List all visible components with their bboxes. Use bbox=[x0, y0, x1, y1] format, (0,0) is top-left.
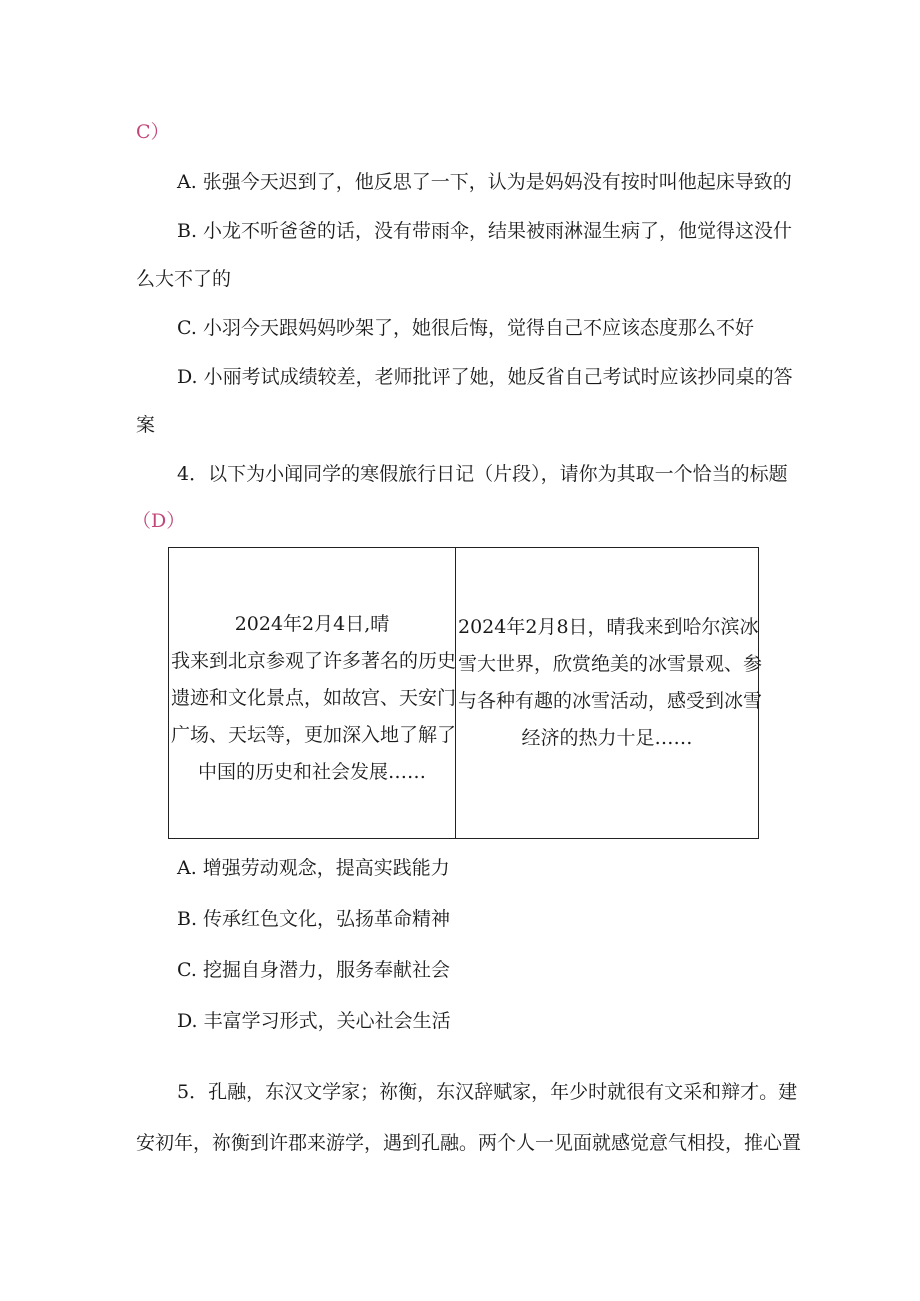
q3-option-d: D. 小丽考试成绩较差，老师批评了她，她反省自己考试时应该抄同桌的答 bbox=[177, 366, 793, 388]
q3-option-d-continued: 案 bbox=[136, 414, 156, 436]
diary-entry-beijing bbox=[169, 548, 456, 839]
question-5-line-1 bbox=[177, 1080, 797, 1104]
q4-option-b: B. 传承红色文化，弘扬革命精神 bbox=[177, 908, 451, 930]
q4-option-d: D. 丰富学习形式，关心社会生活 bbox=[177, 1010, 451, 1032]
diary-right-line: 与各种有趣的冰雪活动，感受到冰雪 bbox=[458, 690, 763, 712]
q3-option-c: C. 小羽今天跟妈妈吵架了，她很后悔，觉得自己不应该态度那么不好 bbox=[177, 317, 754, 339]
q4-option-c: C. 挖掘自身潜力，服务奉献社会 bbox=[177, 959, 450, 981]
question-5-number: 5 bbox=[177, 1081, 190, 1103]
q3-option-a: A. 张强今天迟到了，他反思了一下，认为是妈妈没有按时叫他起床导致的 bbox=[177, 171, 792, 193]
diary-table bbox=[168, 547, 763, 839]
diary-left-line: 我来到北京参观了许多著名的历史 bbox=[171, 649, 457, 672]
question-4-text: ．以下为小闻同学的寒假旅行日记（片段），请你为其取一个恰当的标题 bbox=[189, 463, 788, 485]
diary-left-line: 中国的历史和社会发展…… bbox=[197, 760, 426, 783]
question-4-number: 4 bbox=[177, 463, 190, 485]
diary-entry-harbin bbox=[456, 548, 763, 839]
question-5-text: ．孔融，东汉文学家；祢衡，东汉辞赋家，年少时就很有文采和辩才。建 bbox=[189, 1081, 798, 1103]
question-4-stem bbox=[177, 462, 788, 486]
diary-right-line: 雪大世界，欣赏绝美的冰雪景观、参 bbox=[458, 653, 763, 675]
diary-right-line: 2024年2月8日，晴我来到哈尔滨冰 bbox=[458, 616, 759, 638]
q3-option-b-continued: 么大不了的 bbox=[136, 268, 232, 290]
question-4-answer: （D） bbox=[132, 510, 186, 532]
q4-option-a: A. 增强劳动观念，提高实践能力 bbox=[177, 857, 450, 879]
diary-left-line: 广场、天坛等，更加深入地了解了 bbox=[171, 723, 457, 746]
question-5-line-2: 安初年，祢衡到许郡来游学，遇到孔融。两个人一见面就感觉意气相投，推心置 bbox=[136, 1132, 802, 1154]
diary-left-line: 遗迹和文化景点，如故宫、天安门 bbox=[171, 686, 457, 709]
diary-left-line: 2024年2月4日,晴 bbox=[234, 612, 390, 635]
q3-option-b: B. 小龙不听爸爸的话，没有带雨伞，结果被雨淋湿生病了，他觉得这没什 bbox=[177, 220, 793, 242]
diary-right-line: 经济的热力十足…… bbox=[521, 727, 693, 749]
question-3-answer-tail: C） bbox=[136, 121, 170, 143]
